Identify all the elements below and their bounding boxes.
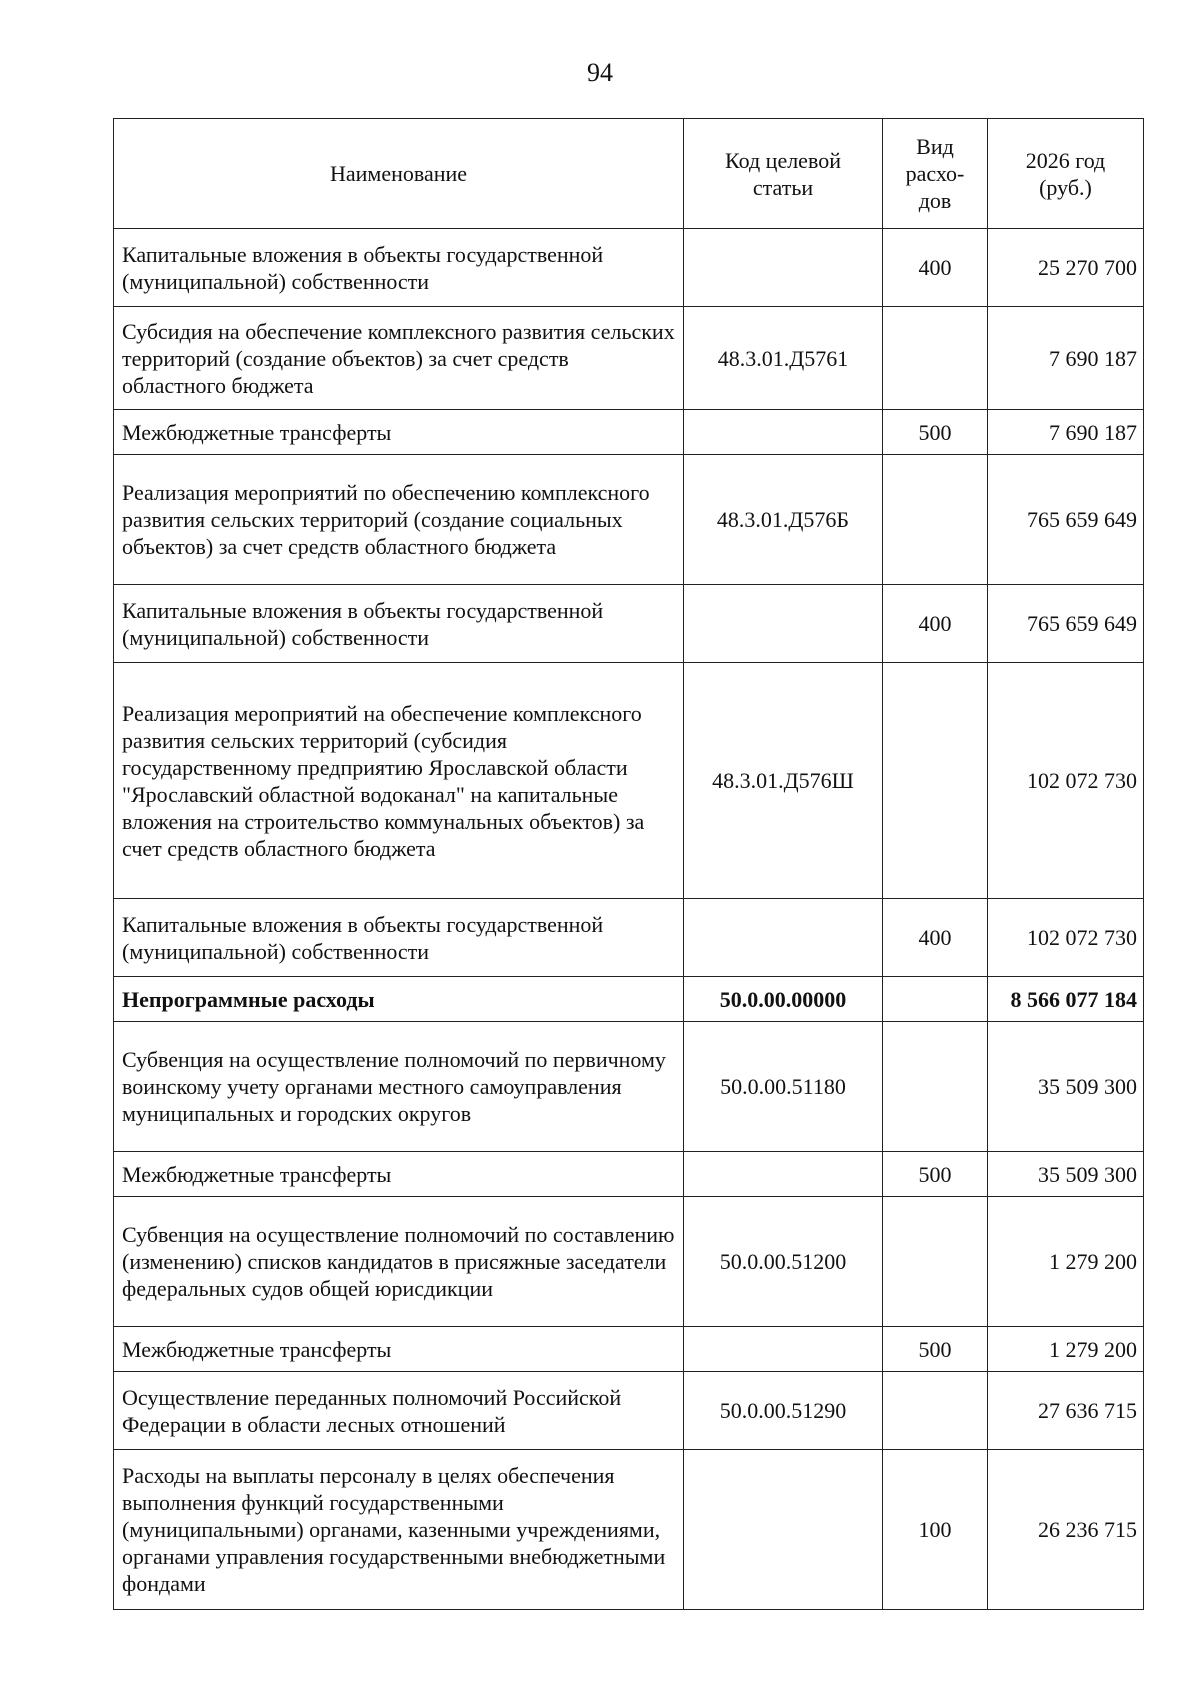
table-row	[114, 1197, 1144, 1327]
row-name-cell: Субвенция на осуществление полномочий по составлению (изменению) списков кандидатов в присяжные заседатели федеральных судов общей юрисдикции	[114, 1197, 684, 1327]
row-code-cell	[684, 410, 883, 455]
row-vid-cell: 500	[883, 410, 988, 455]
row-sum-cell: 7 690 187	[988, 307, 1144, 410]
row-sum-cell: 102 072 730	[988, 899, 1144, 977]
table-row	[114, 663, 1144, 899]
row-code-cell: 50.0.00.51290	[684, 1372, 883, 1450]
header-name: Наименование	[114, 119, 684, 229]
table-row	[114, 1327, 1144, 1372]
row-code-cell: 48.3.01.Д576Б	[684, 455, 883, 585]
table-row	[114, 307, 1144, 410]
table-row	[114, 1372, 1144, 1450]
row-vid-cell: 500	[883, 1327, 988, 1372]
row-code-cell	[684, 1152, 883, 1197]
row-sum-cell: 1 279 200	[988, 1327, 1144, 1372]
header-code: Код целевой статьи	[684, 119, 883, 229]
header-sum: 2026 год (руб.)	[988, 119, 1144, 229]
row-code-cell	[684, 585, 883, 663]
row-vid-cell	[883, 1197, 988, 1327]
row-name-cell: Реализация мероприятий на обеспечение комплексного развития сельских территорий (субсидия государственному предприятию Ярославской области "Ярославский областной водоканал" на капитальные вложения на строительство коммунальных объектов) за счет средств областного бюджета	[114, 663, 684, 899]
table-header-row	[114, 119, 1144, 229]
row-sum-cell: 765 659 649	[988, 585, 1144, 663]
table-row	[114, 229, 1144, 307]
row-name-cell: Субвенция на осуществление полномочий по первичному воинскому учету органами местного самоуправления муниципальных и городских округов	[114, 1022, 684, 1152]
table-body	[114, 229, 1144, 1610]
row-sum-cell: 7 690 187	[988, 410, 1144, 455]
row-name-cell: Капитальные вложения в объекты государственной (муниципальной) собственности	[114, 899, 684, 977]
row-name-cell: Капитальные вложения в объекты государственной (муниципальной) собственности	[114, 229, 684, 307]
row-vid-cell	[883, 977, 988, 1022]
table-row	[114, 1450, 1144, 1610]
row-sum-cell: 35 509 300	[988, 1022, 1144, 1152]
table-row	[114, 977, 1144, 1022]
table-row	[114, 1022, 1144, 1152]
table-row	[114, 585, 1144, 663]
row-sum-cell: 27 636 715	[988, 1372, 1144, 1450]
row-vid-cell	[883, 1022, 988, 1152]
table-row	[114, 899, 1144, 977]
row-vid-cell	[883, 663, 988, 899]
row-name-cell: Субсидия на обеспечение комплексного развития сельских территорий (создание объектов) за счет средств областного бюджета	[114, 307, 684, 410]
row-vid-cell	[883, 1372, 988, 1450]
row-sum-cell: 765 659 649	[988, 455, 1144, 585]
row-sum-cell: 26 236 715	[988, 1450, 1144, 1610]
row-sum-cell: 8 566 077 184	[988, 977, 1144, 1022]
row-code-cell	[684, 229, 883, 307]
row-vid-cell: 500	[883, 1152, 988, 1197]
row-vid-cell: 400	[883, 585, 988, 663]
row-vid-cell: 100	[883, 1450, 988, 1610]
row-vid-cell	[883, 455, 988, 585]
row-code-cell: 50.0.00.51200	[684, 1197, 883, 1327]
row-code-cell	[684, 1450, 883, 1610]
row-code-cell	[684, 1327, 883, 1372]
row-name-cell: Осуществление переданных полномочий Российской Федерации в области лесных отношений	[114, 1372, 684, 1450]
row-vid-cell	[883, 307, 988, 410]
row-code-cell	[684, 899, 883, 977]
row-vid-cell: 400	[883, 229, 988, 307]
header-vid: Вид расхо-дов	[883, 119, 988, 229]
row-name-cell: Реализация мероприятий по обеспечению комплексного развития сельских территорий (создание социальных объектов) за счет средств областного бюджета	[114, 455, 684, 585]
row-code-cell: 48.3.01.Д576Ш	[684, 663, 883, 899]
table-row	[114, 1152, 1144, 1197]
row-sum-cell: 102 072 730	[988, 663, 1144, 899]
row-code-cell: 50.0.00.51180	[684, 1022, 883, 1152]
row-name-cell: Непрограммные расходы	[114, 977, 684, 1022]
table-row	[114, 455, 1144, 585]
row-vid-cell: 400	[883, 899, 988, 977]
page-number: 94	[587, 58, 613, 87]
row-sum-cell: 25 270 700	[988, 229, 1144, 307]
table-row	[114, 410, 1144, 455]
row-name-cell: Межбюджетные трансферты	[114, 410, 684, 455]
row-sum-cell: 35 509 300	[988, 1152, 1144, 1197]
row-name-cell: Капитальные вложения в объекты государственной (муниципальной) собственности	[114, 585, 684, 663]
row-name-cell: Межбюджетные трансферты	[114, 1152, 684, 1197]
row-name-cell: Расходы на выплаты персоналу в целях обеспечения выполнения функций государственными (муниципальными) органами, казенными учреждениями, органами управления государственными внебюджетными фондами	[114, 1450, 684, 1610]
budget-table	[113, 118, 1144, 1610]
row-code-cell: 48.3.01.Д5761	[684, 307, 883, 410]
row-sum-cell: 1 279 200	[988, 1197, 1144, 1327]
row-code-cell: 50.0.00.00000	[684, 977, 883, 1022]
row-name-cell: Межбюджетные трансферты	[114, 1327, 684, 1372]
